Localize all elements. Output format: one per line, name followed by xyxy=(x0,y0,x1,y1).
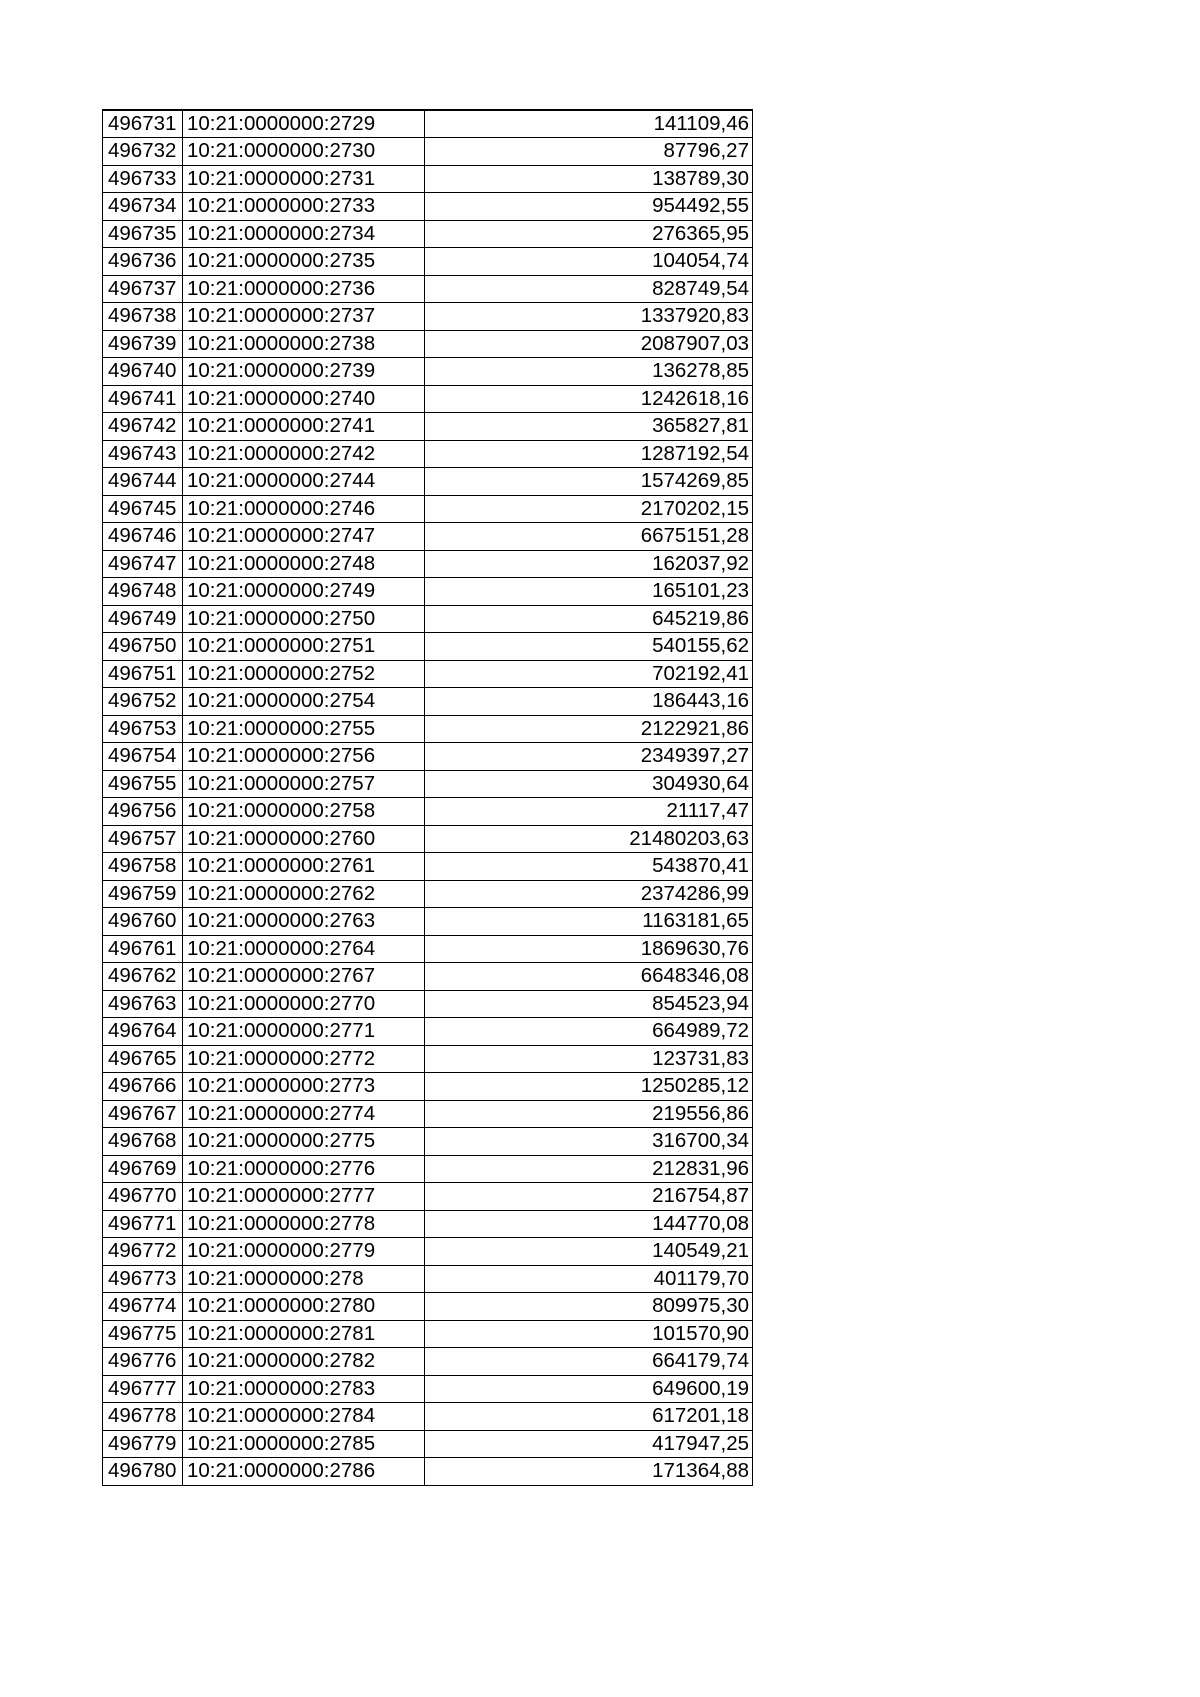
cadastral-number-cell: 10:21:0000000:2749 xyxy=(183,578,425,606)
cadastral-number-cell: 10:21:0000000:2747 xyxy=(183,523,425,551)
table-row xyxy=(103,1348,753,1376)
table-row xyxy=(103,1430,753,1458)
value-cell: 21117,47 xyxy=(425,798,753,826)
row-id-cell: 496780 xyxy=(103,1458,183,1486)
cadastral-number-cell: 10:21:0000000:2762 xyxy=(183,880,425,908)
row-id-cell: 496747 xyxy=(103,550,183,578)
row-id-cell: 496754 xyxy=(103,743,183,771)
cadastral-number-cell: 10:21:0000000:2731 xyxy=(183,165,425,193)
table-row xyxy=(103,1155,753,1183)
value-cell: 304930,64 xyxy=(425,770,753,798)
value-cell: 104054,74 xyxy=(425,248,753,276)
row-id-cell: 496739 xyxy=(103,330,183,358)
cadastral-number-cell: 10:21:0000000:2778 xyxy=(183,1210,425,1238)
table-row xyxy=(103,1045,753,1073)
table-row xyxy=(103,1100,753,1128)
row-id-cell: 496741 xyxy=(103,385,183,413)
table-row xyxy=(103,578,753,606)
table-row xyxy=(103,303,753,331)
value-cell: 1869630,76 xyxy=(425,935,753,963)
value-cell: 101570,90 xyxy=(425,1320,753,1348)
table-row xyxy=(103,358,753,386)
value-cell: 417947,25 xyxy=(425,1430,753,1458)
value-cell: 140549,21 xyxy=(425,1238,753,1266)
cadastral-number-cell: 10:21:0000000:2774 xyxy=(183,1100,425,1128)
cadastral-number-cell: 10:21:0000000:2730 xyxy=(183,138,425,166)
value-cell: 809975,30 xyxy=(425,1293,753,1321)
cadastral-number-cell: 10:21:0000000:2773 xyxy=(183,1073,425,1101)
row-id-cell: 496752 xyxy=(103,688,183,716)
cadastral-number-cell: 10:21:0000000:2738 xyxy=(183,330,425,358)
table-row xyxy=(103,1238,753,1266)
row-id-cell: 496760 xyxy=(103,908,183,936)
cadastral-number-cell: 10:21:0000000:2763 xyxy=(183,908,425,936)
cadastral-number-cell: 10:21:0000000:2783 xyxy=(183,1375,425,1403)
value-cell: 162037,92 xyxy=(425,550,753,578)
cadastral-number-cell: 10:21:0000000:2752 xyxy=(183,660,425,688)
cadastral-number-cell: 10:21:0000000:2736 xyxy=(183,275,425,303)
value-cell: 1250285,12 xyxy=(425,1073,753,1101)
value-cell: 543870,41 xyxy=(425,853,753,881)
table-row xyxy=(103,743,753,771)
row-id-cell: 496740 xyxy=(103,358,183,386)
table-body xyxy=(103,110,753,1485)
row-id-cell: 496744 xyxy=(103,468,183,496)
table-row xyxy=(103,633,753,661)
row-id-cell: 496779 xyxy=(103,1430,183,1458)
table-row xyxy=(103,1375,753,1403)
row-id-cell: 496736 xyxy=(103,248,183,276)
value-cell: 1337920,83 xyxy=(425,303,753,331)
table-row xyxy=(103,440,753,468)
row-id-cell: 496761 xyxy=(103,935,183,963)
cadastral-number-cell: 10:21:0000000:2754 xyxy=(183,688,425,716)
table-row xyxy=(103,138,753,166)
cadastral-number-cell: 10:21:0000000:2786 xyxy=(183,1458,425,1486)
row-id-cell: 496742 xyxy=(103,413,183,441)
table-row xyxy=(103,1073,753,1101)
cadastral-number-cell: 10:21:0000000:2750 xyxy=(183,605,425,633)
value-cell: 216754,87 xyxy=(425,1183,753,1211)
row-id-cell: 496756 xyxy=(103,798,183,826)
table-row xyxy=(103,193,753,221)
value-cell: 316700,34 xyxy=(425,1128,753,1156)
row-id-cell: 496733 xyxy=(103,165,183,193)
cadastral-number-cell: 10:21:0000000:2777 xyxy=(183,1183,425,1211)
cadastral-number-cell: 10:21:0000000:2735 xyxy=(183,248,425,276)
row-id-cell: 496745 xyxy=(103,495,183,523)
table-row xyxy=(103,1293,753,1321)
row-id-cell: 496764 xyxy=(103,1018,183,1046)
table-row xyxy=(103,385,753,413)
cadastral-number-cell: 10:21:0000000:2782 xyxy=(183,1348,425,1376)
value-cell: 219556,86 xyxy=(425,1100,753,1128)
cadastral-number-cell: 10:21:0000000:2746 xyxy=(183,495,425,523)
row-id-cell: 496759 xyxy=(103,880,183,908)
value-cell: 138789,30 xyxy=(425,165,753,193)
row-id-cell: 496743 xyxy=(103,440,183,468)
value-cell: 1574269,85 xyxy=(425,468,753,496)
value-cell: 2170202,15 xyxy=(425,495,753,523)
table-row xyxy=(103,1458,753,1486)
row-id-cell: 496750 xyxy=(103,633,183,661)
row-id-cell: 496767 xyxy=(103,1100,183,1128)
table-row xyxy=(103,495,753,523)
table-row xyxy=(103,1320,753,1348)
value-cell: 136278,85 xyxy=(425,358,753,386)
value-cell: 617201,18 xyxy=(425,1403,753,1431)
cadastral-number-cell: 10:21:0000000:2734 xyxy=(183,220,425,248)
row-id-cell: 496775 xyxy=(103,1320,183,1348)
value-cell: 954492,55 xyxy=(425,193,753,221)
row-id-cell: 496778 xyxy=(103,1403,183,1431)
value-cell: 6675151,28 xyxy=(425,523,753,551)
table-row xyxy=(103,248,753,276)
row-id-cell: 496774 xyxy=(103,1293,183,1321)
cadastral-number-cell: 10:21:0000000:2744 xyxy=(183,468,425,496)
row-id-cell: 496773 xyxy=(103,1265,183,1293)
row-id-cell: 496771 xyxy=(103,1210,183,1238)
value-cell: 365827,81 xyxy=(425,413,753,441)
table-row xyxy=(103,1403,753,1431)
table-row xyxy=(103,688,753,716)
value-cell: 828749,54 xyxy=(425,275,753,303)
table-row xyxy=(103,798,753,826)
cadastral-number-cell: 10:21:0000000:2781 xyxy=(183,1320,425,1348)
cadastral-number-cell: 10:21:0000000:2740 xyxy=(183,385,425,413)
table-row xyxy=(103,165,753,193)
value-cell: 854523,94 xyxy=(425,990,753,1018)
cadastral-number-cell: 10:21:0000000:2760 xyxy=(183,825,425,853)
table-row xyxy=(103,220,753,248)
value-cell: 401179,70 xyxy=(425,1265,753,1293)
table-row xyxy=(103,1210,753,1238)
value-cell: 171364,88 xyxy=(425,1458,753,1486)
cadastral-number-cell: 10:21:0000000:2739 xyxy=(183,358,425,386)
table-row xyxy=(103,990,753,1018)
cadastral-number-cell: 10:21:0000000:2729 xyxy=(183,110,425,138)
table-row xyxy=(103,908,753,936)
value-cell: 21480203,63 xyxy=(425,825,753,853)
row-id-cell: 496768 xyxy=(103,1128,183,1156)
table-row xyxy=(103,330,753,358)
row-id-cell: 496746 xyxy=(103,523,183,551)
cadastral-number-cell: 10:21:0000000:2758 xyxy=(183,798,425,826)
table-row xyxy=(103,523,753,551)
cadastral-number-cell: 10:21:0000000:2767 xyxy=(183,963,425,991)
table-row xyxy=(103,550,753,578)
value-cell: 645219,86 xyxy=(425,605,753,633)
row-id-cell: 496776 xyxy=(103,1348,183,1376)
cadastral-number-cell: 10:21:0000000:2748 xyxy=(183,550,425,578)
row-id-cell: 496748 xyxy=(103,578,183,606)
value-cell: 212831,96 xyxy=(425,1155,753,1183)
cadastral-number-cell: 10:21:0000000:2751 xyxy=(183,633,425,661)
value-cell: 87796,27 xyxy=(425,138,753,166)
row-id-cell: 496777 xyxy=(103,1375,183,1403)
table-row xyxy=(103,1183,753,1211)
row-id-cell: 496732 xyxy=(103,138,183,166)
value-cell: 664179,74 xyxy=(425,1348,753,1376)
table-row xyxy=(103,770,753,798)
value-cell: 1163181,65 xyxy=(425,908,753,936)
row-id-cell: 496731 xyxy=(103,110,183,138)
cadastral-number-cell: 10:21:0000000:2756 xyxy=(183,743,425,771)
cadastral-number-cell: 10:21:0000000:2779 xyxy=(183,1238,425,1266)
table-row xyxy=(103,660,753,688)
cadastral-number-cell: 10:21:0000000:2771 xyxy=(183,1018,425,1046)
table-row xyxy=(103,963,753,991)
cadastral-number-cell: 10:21:0000000:278 xyxy=(183,1265,425,1293)
cadastral-number-cell: 10:21:0000000:2764 xyxy=(183,935,425,963)
value-cell: 540155,62 xyxy=(425,633,753,661)
cadastral-number-cell: 10:21:0000000:2755 xyxy=(183,715,425,743)
cadastral-number-cell: 10:21:0000000:2761 xyxy=(183,853,425,881)
table-row xyxy=(103,1128,753,1156)
table-row xyxy=(103,275,753,303)
table-row xyxy=(103,825,753,853)
row-id-cell: 496751 xyxy=(103,660,183,688)
table-row xyxy=(103,413,753,441)
value-cell: 2374286,99 xyxy=(425,880,753,908)
row-id-cell: 496737 xyxy=(103,275,183,303)
value-cell: 1287192,54 xyxy=(425,440,753,468)
table-row xyxy=(103,110,753,138)
value-cell: 664989,72 xyxy=(425,1018,753,1046)
cadastral-number-cell: 10:21:0000000:2775 xyxy=(183,1128,425,1156)
value-cell: 186443,16 xyxy=(425,688,753,716)
cadastral-number-cell: 10:21:0000000:2785 xyxy=(183,1430,425,1458)
value-cell: 1242618,16 xyxy=(425,385,753,413)
value-cell: 276365,95 xyxy=(425,220,753,248)
row-id-cell: 496758 xyxy=(103,853,183,881)
table-row xyxy=(103,935,753,963)
cadastral-number-cell: 10:21:0000000:2741 xyxy=(183,413,425,441)
row-id-cell: 496734 xyxy=(103,193,183,221)
value-cell: 2122921,86 xyxy=(425,715,753,743)
row-id-cell: 496755 xyxy=(103,770,183,798)
cadastral-number-cell: 10:21:0000000:2757 xyxy=(183,770,425,798)
table-row xyxy=(103,715,753,743)
table-row xyxy=(103,1018,753,1046)
row-id-cell: 496738 xyxy=(103,303,183,331)
value-cell: 165101,23 xyxy=(425,578,753,606)
row-id-cell: 496735 xyxy=(103,220,183,248)
cadastral-number-cell: 10:21:0000000:2770 xyxy=(183,990,425,1018)
row-id-cell: 496762 xyxy=(103,963,183,991)
row-id-cell: 496770 xyxy=(103,1183,183,1211)
value-cell: 649600,19 xyxy=(425,1375,753,1403)
value-cell: 702192,41 xyxy=(425,660,753,688)
table-row xyxy=(103,1265,753,1293)
cadastral-number-cell: 10:21:0000000:2733 xyxy=(183,193,425,221)
cadastral-number-cell: 10:21:0000000:2780 xyxy=(183,1293,425,1321)
cadastral-number-cell: 10:21:0000000:2737 xyxy=(183,303,425,331)
value-cell: 141109,46 xyxy=(425,110,753,138)
table-row xyxy=(103,468,753,496)
table-row xyxy=(103,853,753,881)
row-id-cell: 496766 xyxy=(103,1073,183,1101)
row-id-cell: 496769 xyxy=(103,1155,183,1183)
table-row xyxy=(103,880,753,908)
cadastral-number-cell: 10:21:0000000:2742 xyxy=(183,440,425,468)
row-id-cell: 496772 xyxy=(103,1238,183,1266)
value-cell: 6648346,08 xyxy=(425,963,753,991)
value-cell: 2349397,27 xyxy=(425,743,753,771)
cadastral-value-table xyxy=(102,109,753,1486)
row-id-cell: 496765 xyxy=(103,1045,183,1073)
cadastral-number-cell: 10:21:0000000:2784 xyxy=(183,1403,425,1431)
table-row xyxy=(103,605,753,633)
row-id-cell: 496749 xyxy=(103,605,183,633)
value-cell: 144770,08 xyxy=(425,1210,753,1238)
row-id-cell: 496753 xyxy=(103,715,183,743)
row-id-cell: 496763 xyxy=(103,990,183,1018)
value-cell: 123731,83 xyxy=(425,1045,753,1073)
cadastral-number-cell: 10:21:0000000:2772 xyxy=(183,1045,425,1073)
value-cell: 2087907,03 xyxy=(425,330,753,358)
cadastral-number-cell: 10:21:0000000:2776 xyxy=(183,1155,425,1183)
row-id-cell: 496757 xyxy=(103,825,183,853)
